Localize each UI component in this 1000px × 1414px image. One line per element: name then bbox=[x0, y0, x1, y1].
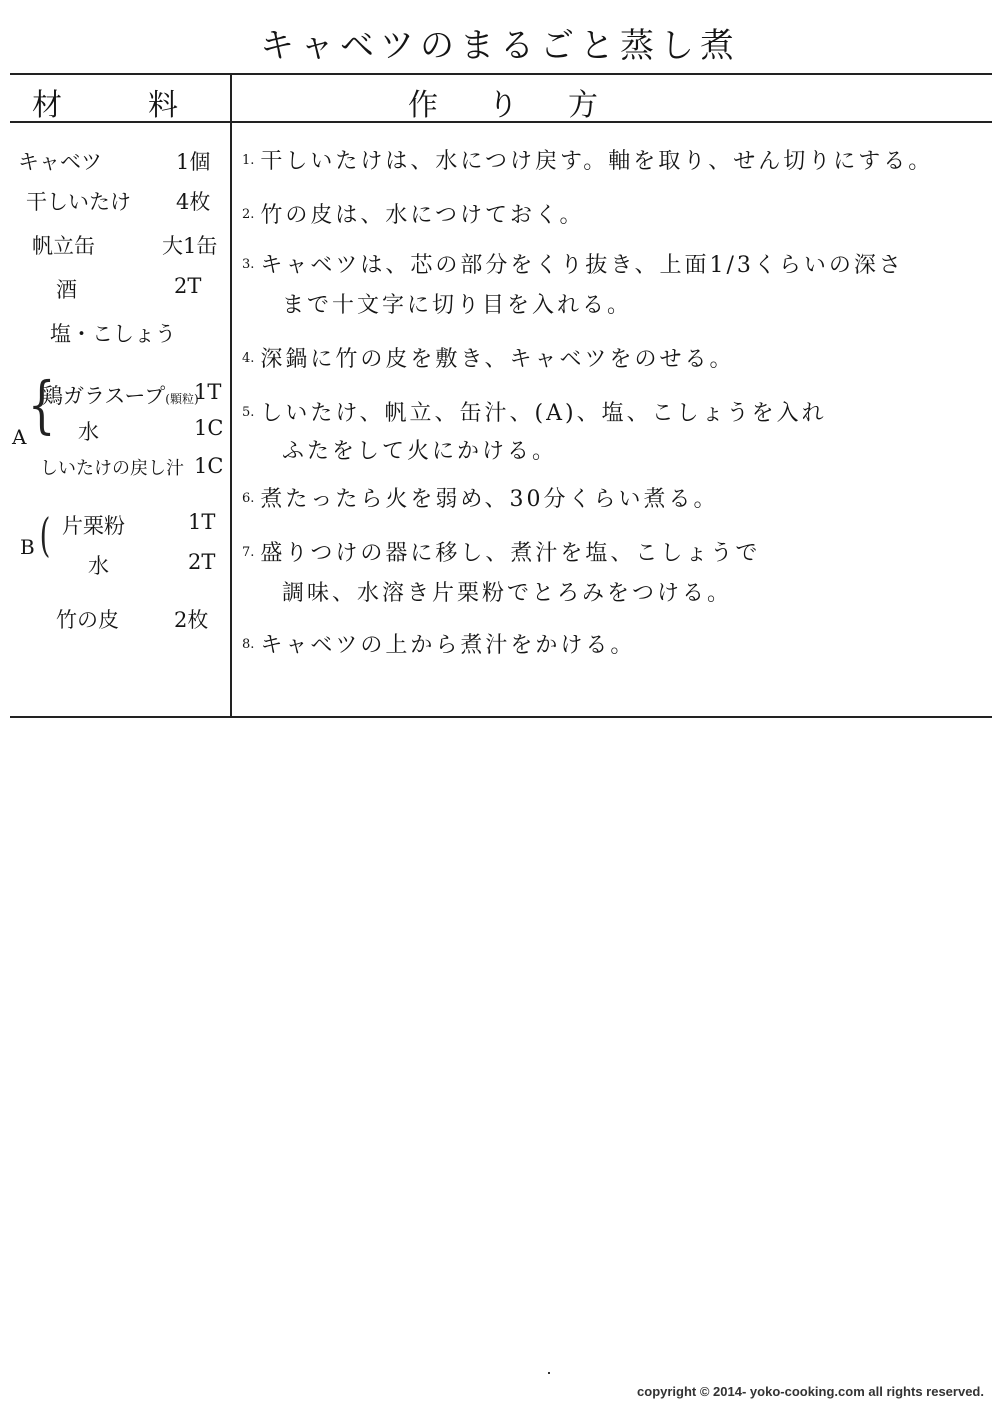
step-number: 5. bbox=[242, 405, 255, 420]
step-number: 8. bbox=[242, 637, 255, 652]
step-number: 4. bbox=[242, 351, 255, 366]
group-b-item-name: 片栗粉 bbox=[62, 514, 125, 538]
group-a-item-name: しいたけの戻し汁 bbox=[40, 458, 184, 479]
ingredient-row bbox=[18, 146, 223, 176]
step-text: 干しいたけは、水につけ戻す。軸を取り、せん切りにする。 bbox=[260, 149, 934, 174]
ingredient-amount: 4枚 bbox=[176, 190, 211, 214]
group-a-item-note: (顆粒) bbox=[165, 392, 199, 406]
step-2 bbox=[242, 198, 585, 229]
step-1 bbox=[242, 144, 933, 175]
group-a-item bbox=[78, 416, 224, 446]
step-3 bbox=[242, 248, 904, 279]
column-divider bbox=[230, 74, 232, 717]
group-a-item-name: 鶏ガラスープ bbox=[42, 384, 166, 408]
group-a-brace: { bbox=[27, 368, 56, 441]
group-b-item-amount: 1T bbox=[188, 510, 216, 534]
step-text: キャベツの上から煮汁をかける。 bbox=[260, 633, 636, 658]
step-number: 3. bbox=[242, 257, 255, 272]
group-a-item bbox=[42, 380, 224, 410]
step-5-continued: ふたをして火にかける。 bbox=[282, 439, 558, 464]
ingredient-amount: 1個 bbox=[176, 150, 211, 174]
table-bottom-rule bbox=[10, 716, 992, 718]
step-3-continued: まで十文字に切り目を入れる。 bbox=[282, 293, 633, 318]
ingredient-amount: 2T bbox=[174, 274, 202, 298]
group-a-label: A bbox=[12, 425, 27, 449]
group-b-paren: ( bbox=[39, 508, 51, 562]
method-header: 作 り 方 bbox=[408, 88, 608, 123]
group-a-item-amount: 1C bbox=[194, 454, 224, 478]
group-b-item bbox=[62, 510, 222, 540]
step-6 bbox=[242, 482, 719, 513]
ingredient-row bbox=[56, 274, 216, 304]
step-text: 深鍋に竹の皮を敷き、キャベツをのせる。 bbox=[260, 347, 735, 372]
ingredient-row bbox=[50, 318, 220, 348]
stray-dot bbox=[548, 1372, 550, 1374]
ingredients-header: 材 料 bbox=[32, 88, 206, 123]
ingredient-name: 竹の皮 bbox=[56, 608, 119, 632]
group-b-item-amount: 2T bbox=[188, 550, 216, 574]
step-number: 2. bbox=[242, 207, 255, 222]
step-5 bbox=[242, 396, 827, 427]
group-b-label: B bbox=[20, 535, 35, 559]
step-7 bbox=[242, 536, 760, 567]
group-a-item-name: 水 bbox=[78, 420, 99, 444]
step-7-continued: 調味、水溶き片栗粉でとろみをつける。 bbox=[282, 581, 733, 606]
step-text: しいたけ、帆立、缶汁、(A)、塩、こしょうを入れ bbox=[260, 401, 827, 426]
group-a-item-amount: 1C bbox=[194, 416, 224, 440]
group-b-item bbox=[88, 550, 222, 580]
group-a-item-name-wrap bbox=[42, 380, 199, 410]
ingredient-amount: 大1缶 bbox=[162, 234, 218, 258]
ingredient-name: 酒 bbox=[56, 278, 77, 302]
ingredient-name: 干しいたけ bbox=[26, 190, 131, 214]
recipe-title: キャベツのまるごと蒸し煮 bbox=[260, 26, 740, 66]
group-a-item bbox=[40, 454, 224, 484]
step-text: 煮たったら火を弱め、30分くらい煮る。 bbox=[260, 487, 719, 512]
step-number: 1. bbox=[242, 153, 255, 168]
ingredient-row bbox=[26, 186, 223, 216]
step-text: 盛りつけの器に移し、煮汁を塩、こしょうで bbox=[260, 541, 761, 566]
ingredient-row bbox=[56, 604, 222, 634]
step-4 bbox=[242, 342, 735, 373]
step-8 bbox=[242, 628, 635, 659]
step-text: 竹の皮は、水につけておく。 bbox=[260, 203, 585, 228]
ingredient-row bbox=[32, 230, 227, 260]
ingredient-name: 帆立缶 bbox=[32, 234, 95, 258]
group-b-item-name: 水 bbox=[88, 554, 109, 578]
step-text: キャベツは、芯の部分をくり抜き、上面1/3くらいの深さ bbox=[260, 253, 904, 278]
ingredient-name: キャベツ bbox=[18, 150, 102, 174]
copyright-notice: copyright © 2014- yoko-cooking.com all rights reserved. bbox=[637, 1384, 984, 1399]
ingredient-amount: 2枚 bbox=[174, 608, 209, 632]
ingredient-name: 塩・こしょう bbox=[50, 322, 176, 346]
table-top-rule bbox=[10, 73, 992, 75]
step-number: 6. bbox=[242, 491, 255, 506]
group-a-item-amount: 1T bbox=[194, 380, 222, 404]
step-number: 7. bbox=[242, 545, 255, 560]
